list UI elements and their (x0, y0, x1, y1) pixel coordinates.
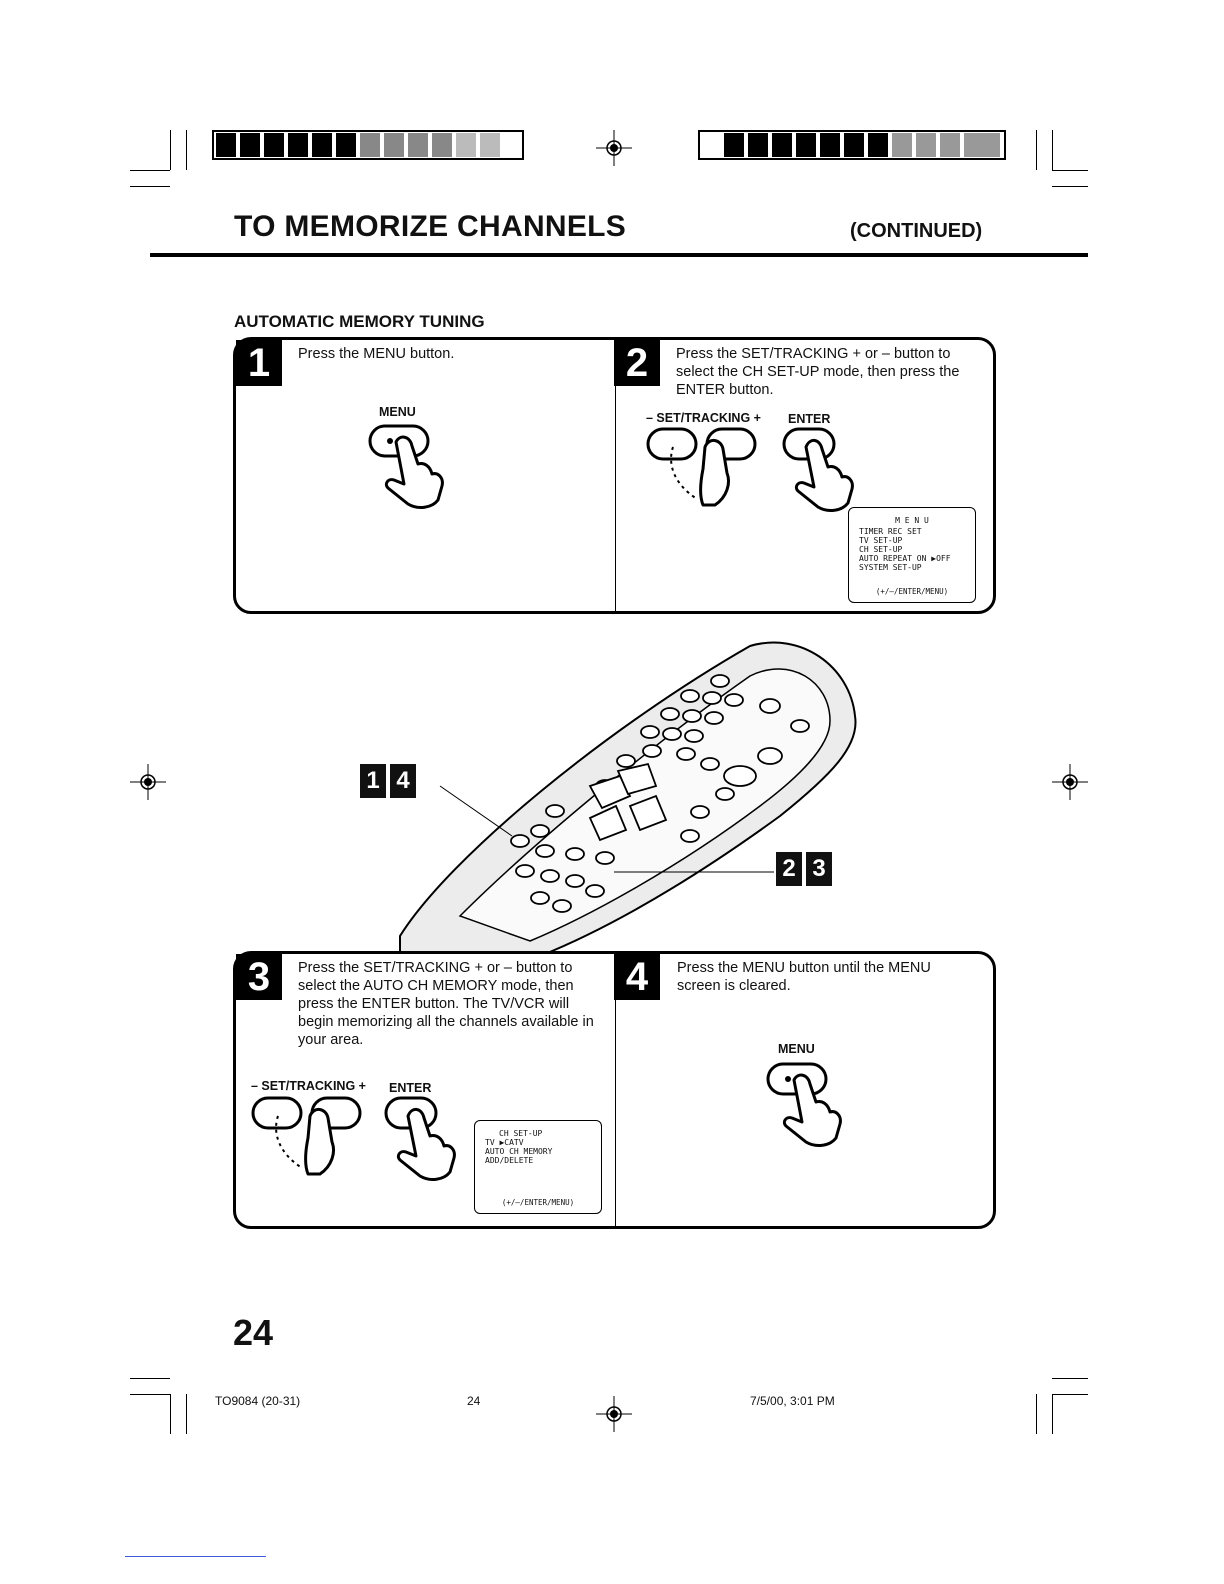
hand-press-enter-icon (382, 1094, 472, 1186)
step-number-2: 2 (614, 340, 660, 386)
step-number-1: 1 (236, 340, 282, 386)
callout-steps-1-4 (360, 764, 416, 798)
osd-ch-setup-title: CH SET-UP (499, 1129, 543, 1138)
menu-button-label: MENU (778, 1042, 815, 1056)
continued-label: (CONTINUED) (850, 220, 983, 242)
osd-ch-setup-item: ADD/DELETE (485, 1156, 534, 1165)
osd-ch-setup-screen (474, 1120, 602, 1214)
set-tracking-button-label: – SET/TRACKING + (646, 411, 761, 425)
osd-menu-item: TV SET-UP (859, 536, 903, 545)
enter-button-label: ENTER (788, 412, 831, 426)
footer-timestamp: 7/5/00, 3:01 PM (750, 1394, 835, 1408)
osd-menu-screen (848, 507, 976, 603)
osd-ch-setup-item: AUTO CH MEMORY (485, 1147, 553, 1156)
crosshair-icon (596, 1396, 632, 1432)
hand-press-enter-icon (780, 425, 870, 517)
crosshair-icon (130, 764, 166, 800)
hand-press-set-tracking-icon (645, 425, 760, 515)
remote-control-illustration (390, 636, 860, 956)
osd-ch-setup-hint: (+/–/ENTER/MENU) (501, 1198, 575, 1207)
osd-menu-item: TIMER REC SET (859, 527, 922, 536)
enter-button-label: ENTER (389, 1081, 432, 1095)
osd-menu-hint: (+/–/ENTER/MENU) (875, 587, 949, 596)
crosshair-icon (596, 130, 632, 166)
page-title: TO MEMORIZE CHANNELS (234, 210, 627, 243)
hand-press-menu-icon (764, 1058, 854, 1150)
step-2-text: Press the SET/TRACKING + or – button to select the CH SET-UP mode, then press the ENTER button. (676, 346, 960, 398)
callout-number: 2 (776, 852, 802, 886)
step-number-4: 4 (614, 954, 660, 1000)
registration-bar-right (698, 130, 1006, 160)
callout-steps-2-3 (776, 852, 832, 886)
step-1-text: Press the MENU button. (298, 346, 455, 362)
section-title: AUTOMATIC MEMORY TUNING (234, 312, 485, 331)
osd-menu-item: SYSTEM SET-UP (859, 563, 922, 572)
footer-page: 24 (467, 1394, 481, 1408)
bottom-link-underline (125, 1556, 266, 1557)
callout-number: 1 (360, 764, 386, 798)
step-number-3: 3 (236, 954, 282, 1000)
step-3-text: Press the SET/TRACKING + or – button to select the AUTO CH MEMORY mode, then press the ENTER button. The TV/VCR will begin memorizing all the channels available in your area. (298, 960, 594, 1048)
footer-doc-id: TO9084 (20-31) (215, 1394, 301, 1408)
menu-button-label: MENU (379, 405, 416, 419)
osd-menu-title: M E N U (895, 516, 929, 525)
osd-ch-setup-item: TV ▶CATV (485, 1138, 524, 1147)
step-4-text: Press the MENU button until the MENU screen is cleared. (677, 960, 931, 994)
osd-menu-item: CH SET-UP (859, 545, 903, 554)
header-rule (150, 253, 1088, 257)
set-tracking-button-label: – SET/TRACKING + (251, 1079, 366, 1093)
callout-number: 4 (390, 764, 416, 798)
hand-press-set-tracking-icon (250, 1094, 365, 1184)
hand-press-menu-icon (366, 420, 456, 512)
crosshair-icon (1052, 764, 1088, 800)
registration-bar-left (212, 130, 524, 160)
osd-menu-item: AUTO REPEAT ON ▶OFF (859, 554, 951, 563)
page-number: 24 (233, 1312, 274, 1353)
callout-number: 3 (806, 852, 832, 886)
